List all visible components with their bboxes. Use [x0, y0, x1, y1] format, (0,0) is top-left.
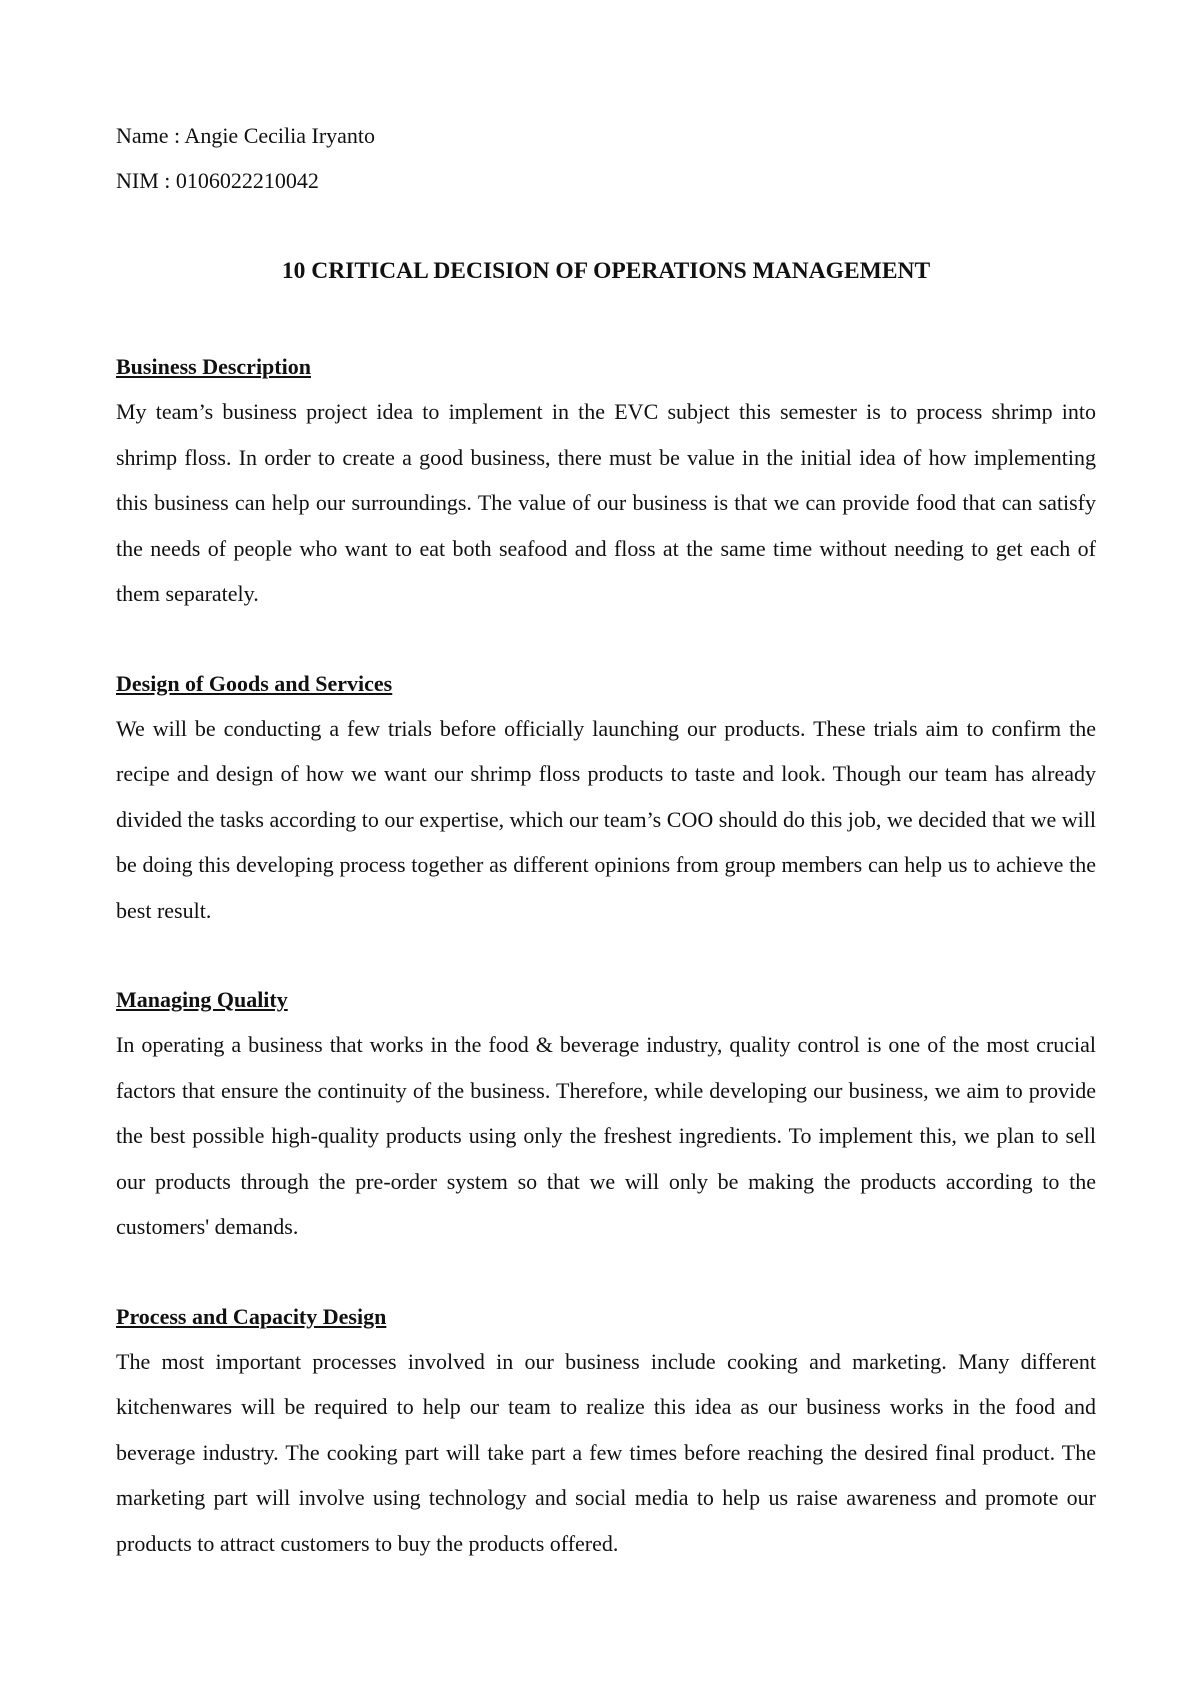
section-managing-quality: [116, 978, 1096, 1250]
student-name: Name : Angie Cecilia Iryanto: [116, 123, 376, 148]
student-nim: NIM : 0106022210042: [116, 168, 319, 193]
section-business-description: [116, 345, 1096, 617]
section-design-of-goods: [116, 662, 1096, 934]
section-body: In operating a business that works in the food & beverage industry, quality control is one of the most crucial factors that ensure the continuity of the business. Therefore, while developing our business, we aim to provide the best possible high-quality products using only the freshest ingredients. To implement this, we plan to sell our products through the pre-order system so that we will only be making the products according to the customers' demands.: [116, 1032, 1096, 1239]
section-body: We will be conducting a few trials before officially launching our products. These trials aim to confirm the recipe and design of how we want our shrimp floss products to taste and look. Though our team has already divided the tasks according to our expertise, which our team’s COO should do this job, we decided that we will be doing this developing process together as different opinions from group members can help us to achieve the best result.: [116, 715, 1096, 923]
section-body: The most important processes involved in our business include cooking and marketing. Many different kitchenwares will be required to help our team to realize this idea as our business works in the food and beverage industry. The cooking part will take part a few times before reaching the desired final product. The marketing part will involve using technology and social media to help us raise awareness and promote our products to attract customers to buy the products offered.: [116, 1348, 1096, 1556]
section-heading: Process and Capacity Design: [116, 1303, 387, 1329]
document-title: 10 CRITICAL DECISION OF OPERATIONS MANAGEMENT: [281, 258, 931, 284]
section-body: My team’s business project idea to implement in the EVC subject this semester is to process shrimp into shrimp floss. In order to create a good business, there must be value in the initial idea of how implementing this business can help our surroundings. The value of our business is that we can provide food that can satisfy the needs of people who want to eat both seafood and floss at the same time without needing to get each of them separately.: [116, 399, 1096, 606]
section-heading: Managing Quality: [116, 987, 288, 1012]
section-heading: Business Description: [116, 354, 311, 379]
section-process-capacity-design: [116, 1295, 1096, 1567]
section-heading: Design of Goods and Services: [116, 670, 393, 696]
document-content: [116, 113, 1096, 1566]
